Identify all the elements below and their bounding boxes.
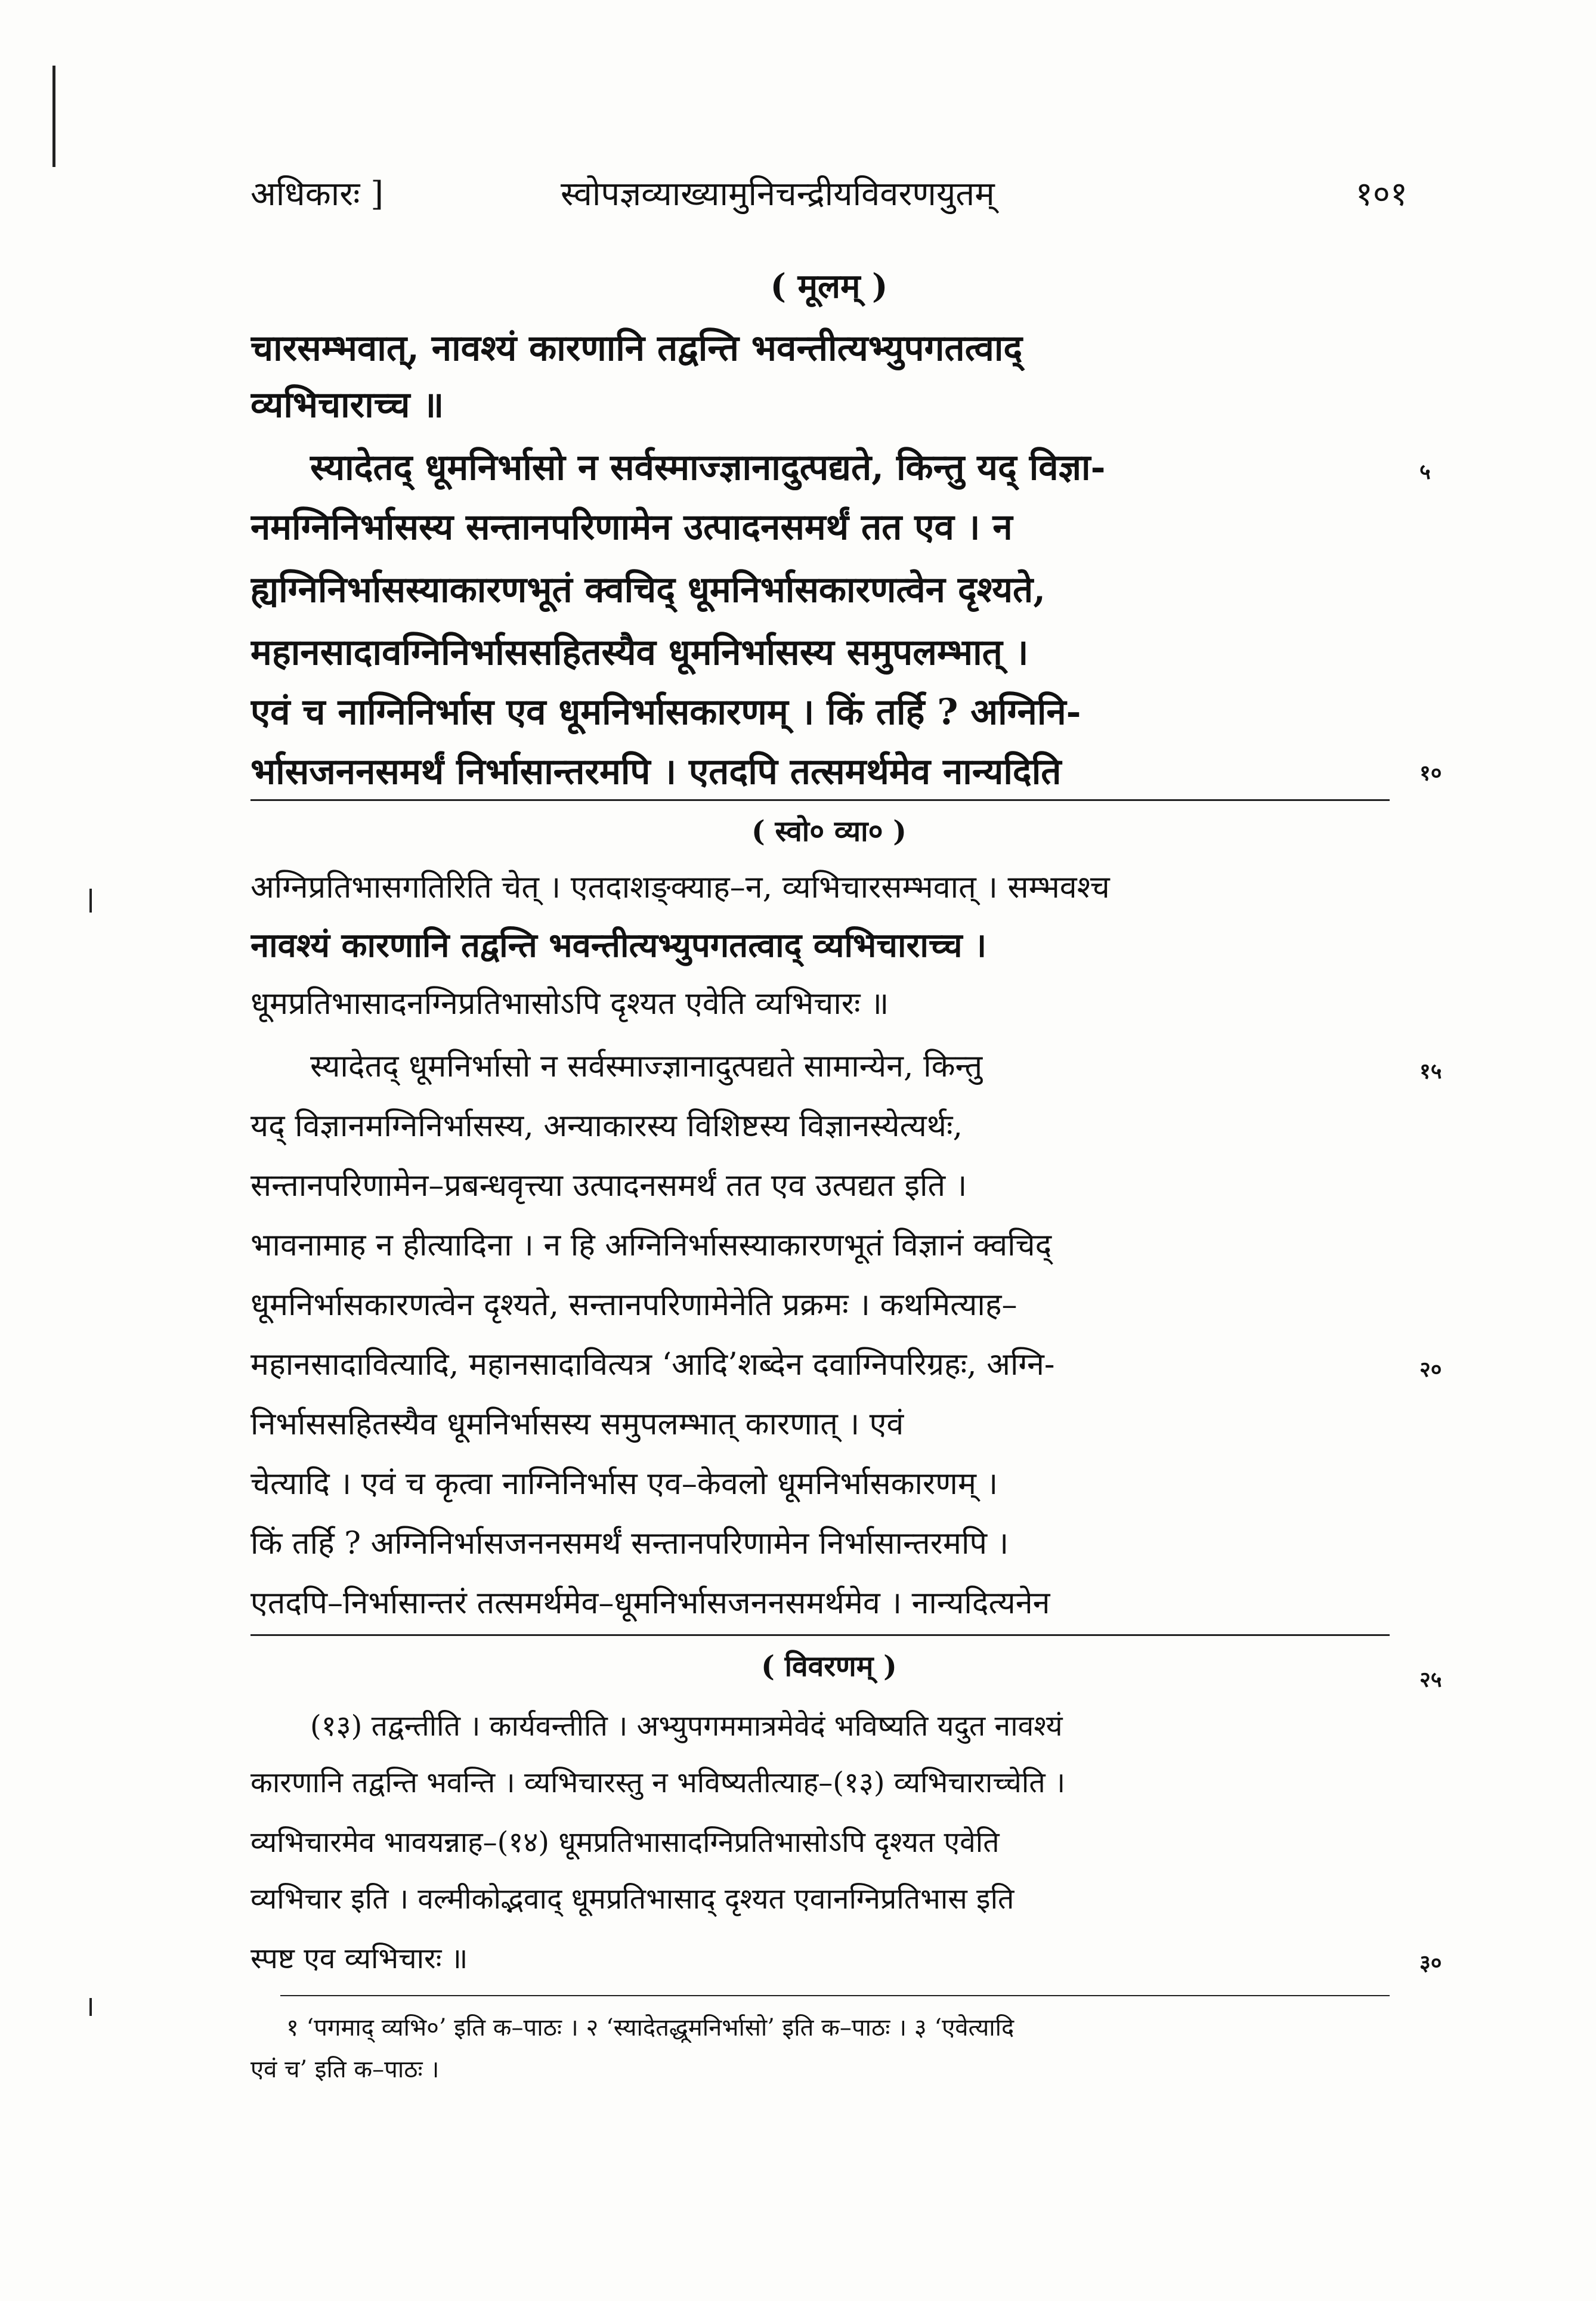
vivarana-line: स्पष्ट एव व्यभिचारः ॥ (250, 1942, 468, 1975)
line-number: २५ (1419, 1667, 1442, 1692)
vivarana-line: व्यभिचारमेव भावयन्नाह–(१४) धूमप्रतिभासादग्निप्रतिभासोऽपि दृश्यत एवेति (250, 1826, 1000, 1859)
line-number: ५ (1419, 459, 1431, 484)
mula-line: नमग्निनिर्भासस्य सन्तानपरिणामेन उत्पादनसमर्थं तत एव । न (250, 506, 1013, 548)
vivarana-heading: ( विवरणम् ) (761, 1650, 897, 1683)
commentary-line: महानसादावित्यादि, महानसादावित्यत्र ‘आदि’शब्देन दवाग्निपरिग्रहः, अग्नि- (250, 1347, 1055, 1383)
vivarana-line: व्यभिचार इति । वल्मीकोद्भवाद् धूमप्रतिभासाद् दृश्यत एवानग्निप्रतिभास इति (250, 1882, 1014, 1916)
commentary-line: धूमप्रतिभासादनग्निप्रतिभासोऽपि दृश्यत एवेति व्यभिचारः ॥ (250, 986, 889, 1022)
binding-mark-low (89, 1998, 92, 2016)
commentary-line: चेत्यादि । एवं च कृत्वा नाग्निनिर्भास एव–केवलो धूमनिर्भासकारणम् । (250, 1466, 998, 1502)
binding-mark-mid (89, 889, 92, 913)
line-number: १५ (1419, 1059, 1442, 1084)
line-number: ३० (1419, 1950, 1442, 1975)
vivarana-line: कारणानि तद्वन्ति भवन्ति । व्यभिचारस्तु न भविष्यतीत्याह–(१३) व्यभिचाराच्चेति । (250, 1766, 1066, 1799)
commentary-line: किं तर्हि ? अग्निनिर्भासजननसमर्थं सन्तानपरिणामेन निर्भासान्तरमपि । (250, 1526, 1009, 1561)
binding-mark-top (52, 66, 55, 167)
header-title: स्वोपज्ञव्याख्यामुनिचन्द्रीयविवरणयुतम् (561, 175, 995, 214)
commentary-line: भावनामाह न हीत्यादिना । न हि अग्निनिर्भासस्याकारणभूतं विज्ञानं क्वचिद् (250, 1227, 1052, 1263)
footnote-line: १ ‘पगमाद् व्यभि०’ इति क–पाठः । २ ‘स्यादेतद्धूमनिर्भासो’ इति क–पाठः । ३ ‘एवेत्यादि (286, 2014, 1014, 2042)
section-divider (250, 799, 1390, 801)
mula-line: चारसम्भवात्, नावश्यं कारणानि तद्वन्ति भवन्तीत्यभ्युपगतत्वाद् (250, 327, 1023, 369)
footnote-divider (280, 1995, 1390, 1996)
line-number: १० (1419, 760, 1442, 785)
commentary-line: नावश्यं कारणानि तद्वन्ति भवन्तीत्यभ्युपगतत्वाद् व्यभिचाराच्च । (250, 926, 987, 965)
mula-line: र्भासजननसमर्थं निर्भासान्तरमपि । एतदपि तत्समर्थमेव नान्यदिति (250, 751, 1062, 793)
mula-line: ह्यग्निनिर्भासस्याकारणभूतं क्वचिद् धूमनिर्भासकारणत्वेन दृश्यते, (250, 569, 1046, 611)
page-number: १०१ (1355, 175, 1408, 214)
header-chapter: अधिकारः ] (250, 175, 384, 214)
commentary-line: स्यादेतद् धूमनिर्भासो न सर्वस्माज्ज्ञानादुत्पद्यते सामान्येन, किन्तु (310, 1049, 983, 1084)
commentary-line: यद् विज्ञानमग्निनिर्भासस्य, अन्याकारस्य विशिष्टस्य विज्ञानस्येत्यर्थः, (250, 1108, 963, 1144)
line-number: २० (1419, 1357, 1442, 1382)
mula-line: स्यादेतद् धूमनिर्भासो न सर्वस्माज्ज्ञानादुत्पद्यते, किन्तु यद् विज्ञा- (310, 447, 1106, 488)
mula-line: एवं च नाग्निनिर्भास एव धूमनिर्भासकारणम् । किं तर्हि ? अग्निनि- (250, 691, 1081, 733)
commentary-line: सन्तानपरिणामेन–प्रबन्धवृत्त्या उत्पादनसमर्थं तत एव उत्पद्यत इति । (250, 1168, 967, 1204)
mula-line: व्यभिचाराच्च ॥ (250, 384, 444, 426)
section-divider (250, 1634, 1390, 1636)
commentary-line: धूमनिर्भासकारणत्वेन दृश्यते, सन्तानपरिणामेनेति प्रक्रमः । कथमित्याह– (250, 1287, 1017, 1323)
mula-heading: ( मूलम् ) (770, 267, 888, 306)
commentary-line: एतदपि–निर्भासान्तरं तत्समर्थमेव–धूमनिर्भासजननसमर्थमेव । नान्यदित्यनेन (250, 1585, 1050, 1621)
commentary-line: निर्भाससहितस्यैव धूमनिर्भासस्य समुपलम्भात् कारणात् । एवं (250, 1406, 904, 1442)
mula-line: महानसादावग्निनिर्भाससहितस्यैव धूमनिर्भासस्य समुपलम्भात् । (250, 632, 1029, 673)
vivarana-line: (१३) तद्वन्तीति । कार्यवन्तीति । अभ्युपगममात्रमेवेदं भविष्यति यदुत नावश्यं (310, 1709, 1063, 1743)
footnote-line: एवं च’ इति क–पाठः । (250, 2056, 440, 2083)
svo-heading: ( स्वो० व्या० ) (751, 815, 907, 848)
commentary-line: अग्निप्रतिभासगतिरिति चेत् । एतदाशङ्क्याह–न, व्यभिचारसम्भवात् । सम्भवश्च (250, 870, 1110, 905)
running-header (250, 170, 1408, 218)
